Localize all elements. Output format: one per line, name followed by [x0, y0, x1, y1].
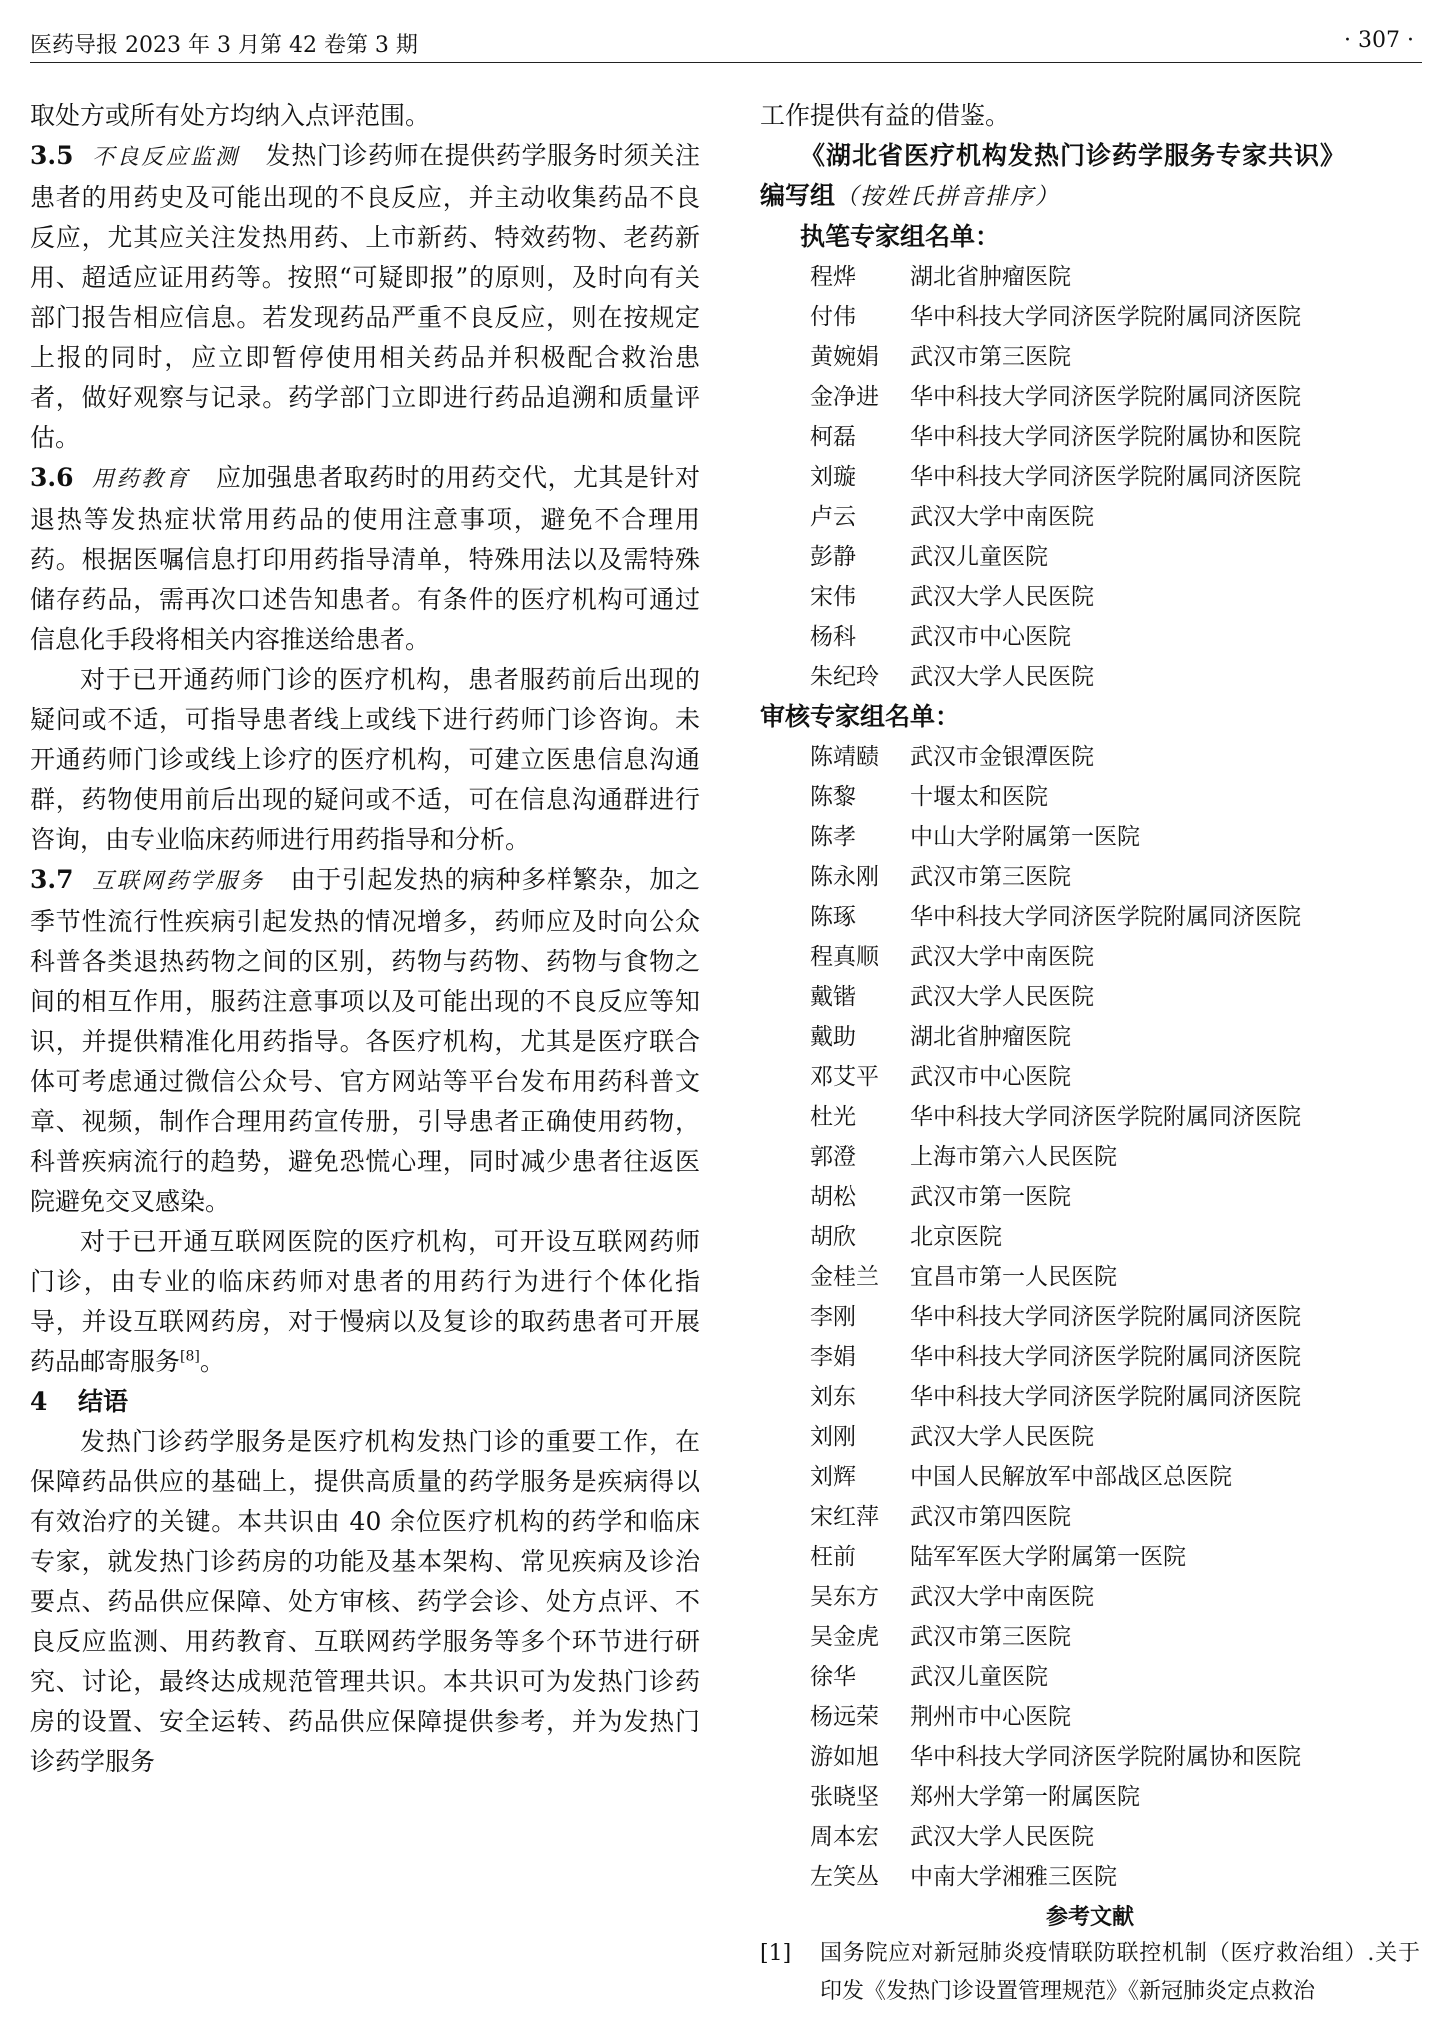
expert-row	[810, 337, 1420, 377]
expert-row	[810, 1097, 1420, 1137]
expert-institution: 陆军军医大学附属第一医院	[910, 1544, 1186, 1570]
expert-row	[810, 1377, 1420, 1417]
expert-name: 卢云	[810, 504, 856, 530]
expert-name: 吴东方	[810, 1584, 879, 1610]
page-header	[30, 22, 1422, 63]
expert-name: 陈永刚	[810, 864, 879, 890]
expert-name: 戴锴	[810, 984, 856, 1010]
citation: [8]	[180, 1348, 200, 1365]
expert-row	[810, 1417, 1420, 1457]
expert-institution: 武汉市第三医院	[910, 344, 1071, 370]
expert-row	[810, 1257, 1420, 1297]
expert-row	[810, 1457, 1420, 1497]
expert-name: 陈琢	[810, 904, 856, 930]
expert-institution: 十堰太和医院	[910, 784, 1048, 810]
section-title: 不良反应监测	[91, 145, 240, 170]
section-text: 应加强患者取药时的用药交代，尤其是针对退热等发热症状常用药品的使用注意事项，避免不合理用药。根据医嘱信息打印用药指导清单，特殊用法以及需特殊储存药品，需再次口述告知患者。有条件的医疗机构可通过信息化手段将相关内容推送给患者。	[30, 463, 700, 654]
expert-institution: 华中科技大学同济医学院附属同济医院	[910, 1344, 1301, 1370]
expert-institution: 华中科技大学同济医学院附属同济医院	[910, 1104, 1301, 1130]
expert-institution: 武汉儿童医院	[910, 1664, 1048, 1690]
expert-name: 杜光	[810, 1104, 856, 1130]
expert-institution: 华中科技大学同济医学院附属协和医院	[910, 424, 1301, 450]
expert-row	[810, 1657, 1420, 1697]
right-column	[760, 96, 1420, 2011]
expert-name: 游如旭	[810, 1744, 879, 1770]
expert-institution: 华中科技大学同济医学院附属同济医院	[910, 1304, 1301, 1330]
paragraph: 取处方或所有处方均纳入点评范围。	[30, 101, 431, 130]
expert-institution: 上海市第六人民医院	[910, 1144, 1117, 1170]
expert-row	[810, 1057, 1420, 1097]
expert-institution: 武汉大学人民医院	[910, 664, 1094, 690]
expert-name: 左笑丛	[810, 1864, 879, 1890]
section-3-7	[30, 860, 700, 1222]
expert-row	[810, 817, 1420, 857]
expert-institution: 武汉儿童医院	[910, 544, 1048, 570]
expert-name: 胡欣	[810, 1224, 856, 1250]
expert-row	[810, 617, 1420, 657]
section-3-5	[30, 136, 700, 458]
expert-row	[810, 457, 1420, 497]
expert-row	[810, 1577, 1420, 1617]
expert-row	[810, 577, 1420, 617]
expert-name: 黄婉娟	[810, 344, 879, 370]
review-experts-list	[760, 737, 1420, 1897]
expert-name: 刘东	[810, 1384, 856, 1410]
paragraph: 发热门诊药学服务是医疗机构发热门诊的重要工作，在保障药品供应的基础上，提供高质量的药学服务是疾病得以有效治疗的关键。本共识由 40 余位医疗机构的药学和临床专家，就发热门诊药房的功能及基本架构、常见疾病及诊治要点、药品供应保障、处方审核、药学会诊、处方点评、不良反应监测、用药教育、互联网药学服务等多个环节进行研究、讨论，最终达成规范管理共识。本共识可为发热门诊药房的设置、安全运转、药品供应保障提供参考，并为发热门诊药学服务	[30, 1427, 700, 1776]
expert-institution: 中山大学附属第一医院	[910, 824, 1140, 850]
expert-institution: 武汉市第三医院	[910, 1624, 1071, 1650]
expert-name: 程真顺	[810, 944, 879, 970]
expert-name: 戴助	[810, 1024, 856, 1050]
expert-institution: 武汉大学中南医院	[910, 944, 1094, 970]
references-heading: 参考文献	[1045, 1904, 1134, 1930]
expert-row	[810, 1137, 1420, 1177]
expert-row	[810, 1617, 1420, 1657]
paragraph	[30, 1222, 700, 1382]
expert-name: 杨远荣	[810, 1704, 879, 1730]
section-text: 发热门诊药师在提供药学服务时须关注患者的用药史及可能出现的不良反应，并主动收集药品不良反应，尤其应关注发热用药、上市新药、特效药物、老药新用、超适应证用药等。按照“可疑即报”的原则，及时向有关部门报告相应信息。若发现药品严重不良反应，则在按规定上报的同时，应立即暂停使用相关药品并积极配合救治患者，做好观察与记录。药学部门立即进行药品追溯和质量评估。	[30, 141, 700, 452]
section-number: 3.5	[30, 141, 74, 170]
expert-name: 枉前	[810, 1544, 856, 1570]
paragraph: 工作提供有益的借鉴。	[760, 101, 1011, 130]
expert-institution: 宜昌市第一人民医院	[910, 1264, 1117, 1290]
section-number: 4	[30, 1387, 48, 1416]
expert-row	[810, 1337, 1420, 1377]
expert-institution: 武汉大学人民医院	[910, 1824, 1094, 1850]
expert-institution: 华中科技大学同济医学院附属同济医院	[910, 384, 1301, 410]
section-4-heading	[30, 1382, 700, 1422]
expert-institution: 郑州大学第一附属医院	[910, 1784, 1140, 1810]
expert-row	[810, 1217, 1420, 1257]
expert-name: 陈孝	[810, 824, 856, 850]
expert-name: 刘刚	[810, 1424, 856, 1450]
expert-name: 宋伟	[810, 584, 856, 610]
journal-info: 医药导报 2023 年 3 月第 42 卷第 3 期	[30, 33, 418, 58]
reference-number: [1]	[760, 1941, 792, 1966]
paragraph-text: 对于已开通互联网医院的医疗机构，可开设互联网药师门诊，由专业的临床药师对患者的用药行为进行个体化指导，并设互联网药房，对于慢病以及复诊的取药患者可开展药品邮寄服务	[30, 1227, 700, 1376]
group-note: （按姓氏拼音排序）	[835, 184, 1061, 210]
expert-institution: 武汉市第四医院	[910, 1504, 1071, 1530]
expert-institution: 武汉市第一医院	[910, 1184, 1071, 1210]
expert-row	[810, 1497, 1420, 1537]
review-experts-heading: 审核专家组名单：	[760, 702, 961, 731]
expert-name: 柯磊	[810, 424, 856, 450]
expert-row	[810, 857, 1420, 897]
reference-item	[760, 1935, 1420, 2011]
expert-institution: 华中科技大学同济医学院附属同济医院	[910, 464, 1301, 490]
expert-name: 胡松	[810, 1184, 856, 1210]
expert-name: 杨科	[810, 624, 856, 650]
expert-name: 张晓坚	[810, 1784, 879, 1810]
expert-institution: 湖北省肿瘤医院	[910, 1024, 1071, 1050]
expert-row	[810, 1697, 1420, 1737]
consensus-title: 《湖北省医疗机构发热门诊药学服务专家共识》	[800, 141, 1347, 170]
expert-institution: 荆州市中心医院	[910, 1704, 1071, 1730]
expert-name: 周本宏	[810, 1824, 879, 1850]
expert-name: 李刚	[810, 1304, 856, 1330]
expert-row	[810, 497, 1420, 537]
expert-name: 朱纪玲	[810, 664, 879, 690]
expert-row	[810, 1857, 1420, 1897]
expert-name: 陈靖赜	[810, 744, 879, 770]
expert-institution: 中南大学湘雅三医院	[910, 1864, 1117, 1890]
expert-row	[810, 257, 1420, 297]
expert-institution: 武汉市中心医院	[910, 1064, 1071, 1090]
expert-row	[810, 937, 1420, 977]
expert-row	[810, 897, 1420, 937]
expert-row	[810, 1297, 1420, 1337]
expert-name: 刘辉	[810, 1464, 856, 1490]
expert-name: 李娟	[810, 1344, 856, 1370]
expert-institution: 武汉大学中南医院	[910, 504, 1094, 530]
section-title: 互联网药学服务	[91, 869, 265, 894]
expert-institution: 中国人民解放军中部战区总医院	[910, 1464, 1232, 1490]
expert-institution: 武汉大学人民医院	[910, 584, 1094, 610]
section-3-6	[30, 458, 700, 660]
expert-row	[810, 417, 1420, 457]
expert-institution: 华中科技大学同济医学院附属同济医院	[910, 904, 1301, 930]
expert-row	[810, 537, 1420, 577]
section-number: 3.7	[30, 865, 74, 894]
expert-institution: 武汉大学人民医院	[910, 984, 1094, 1010]
expert-name: 吴金虎	[810, 1624, 879, 1650]
expert-institution: 湖北省肿瘤医院	[910, 264, 1071, 290]
expert-name: 金桂兰	[810, 1264, 879, 1290]
expert-row	[810, 297, 1420, 337]
expert-institution: 武汉市第三医院	[910, 864, 1071, 890]
expert-institution: 华中科技大学同济医学院附属协和医院	[910, 1744, 1301, 1770]
writing-group-heading	[760, 176, 1420, 217]
expert-row	[810, 1537, 1420, 1577]
section-title: 结语	[78, 1387, 129, 1416]
expert-row	[810, 1177, 1420, 1217]
writing-experts-list	[760, 257, 1420, 697]
expert-institution: 华中科技大学同济医学院附属同济医院	[910, 304, 1301, 330]
expert-name: 宋红萍	[810, 1504, 879, 1530]
writing-experts-heading: 执笔专家组名单：	[800, 222, 1001, 251]
group-label: 编写组	[760, 181, 836, 210]
reference-text: 国务院应对新冠肺炎疫情联防联控机制（医疗救治组）.关于印发《发热门诊设置管理规范》《新冠肺炎定点救治	[820, 1941, 1420, 2004]
expert-name: 程烨	[810, 264, 856, 290]
expert-row	[810, 737, 1420, 777]
expert-row	[810, 777, 1420, 817]
expert-row	[810, 1017, 1420, 1057]
expert-row	[810, 1817, 1420, 1857]
expert-institution: 武汉大学人民医院	[910, 1424, 1094, 1450]
left-column	[30, 96, 700, 1782]
expert-institution: 武汉市金银潭医院	[910, 744, 1094, 770]
expert-name: 陈黎	[810, 784, 856, 810]
expert-institution: 武汉市中心医院	[910, 624, 1071, 650]
expert-name: 金净进	[810, 384, 879, 410]
page-number: · 307 ·	[1344, 28, 1414, 53]
section-number: 3.6	[30, 463, 74, 492]
expert-row	[810, 1737, 1420, 1777]
expert-institution: 武汉大学中南医院	[910, 1584, 1094, 1610]
expert-row	[810, 377, 1420, 417]
section-title: 用药教育	[91, 467, 190, 492]
expert-name: 彭静	[810, 544, 856, 570]
expert-institution: 北京医院	[910, 1224, 1002, 1250]
expert-institution: 华中科技大学同济医学院附属同济医院	[910, 1384, 1301, 1410]
expert-row	[810, 657, 1420, 697]
paragraph-end: 。	[199, 1347, 225, 1376]
section-text: 由于引起发热的病种多样繁杂，加之季节性流行性疾病引起发热的情况增多，药师应及时向公众科普各类退热药物之间的区别，药物与药物、药物与食物之间的相互作用，服药注意事项以及可能出现的不良反应等知识，并提供精准化用药指导。各医疗机构，尤其是医疗联合体可考虑通过微信公众号、官方网站等平台发布用药科普文章、视频，制作合理用药宣传册，引导患者正确使用药物，科普疾病流行的趋势，避免恐慌心理，同时减少患者往返医院避免交叉感染。	[30, 865, 700, 1216]
expert-name: 付伟	[810, 304, 856, 330]
expert-name: 刘璇	[810, 464, 856, 490]
expert-row	[810, 977, 1420, 1017]
expert-name: 徐华	[810, 1664, 856, 1690]
expert-row	[810, 1777, 1420, 1817]
expert-name: 郭澄	[810, 1144, 856, 1170]
paragraph: 对于已开通药师门诊的医疗机构，患者服药前后出现的疑问或不适，可指导患者线上或线下进行药师门诊咨询。未开通药师门诊或线上诊疗的医疗机构，可建立医患信息沟通群，药物使用前后出现的疑问或不适，可在信息沟通群进行咨询，由专业临床药师进行用药指导和分析。	[30, 665, 700, 854]
expert-name: 邓艾平	[810, 1064, 879, 1090]
